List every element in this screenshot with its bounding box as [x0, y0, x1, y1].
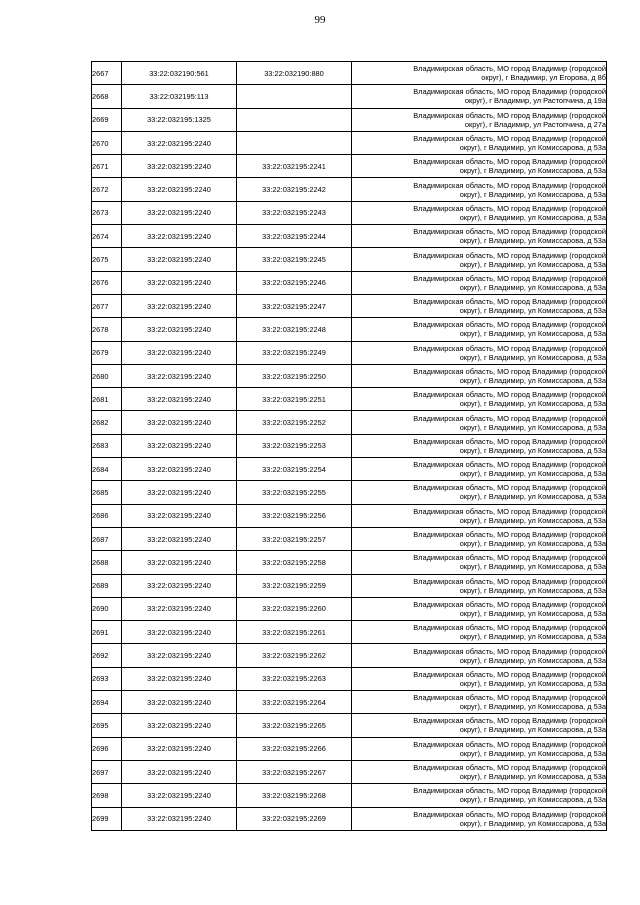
parent-cadastral-number-cell: 33:22:032195:2240	[122, 527, 237, 550]
page-number: 99	[314, 14, 326, 26]
address-cell	[352, 434, 607, 457]
parent-cadastral-number-cell: 33:22:032195:2240	[122, 411, 237, 434]
address-line-1: Владимирская область, МО город Владимир (городской	[413, 390, 606, 400]
row-number-cell: 2682	[92, 411, 122, 434]
row-number-cell: 2678	[92, 318, 122, 341]
cadastral-number-cell: 33:22:032195:2269	[237, 807, 352, 830]
address-line-1: Владимирская область, МО город Владимир (городской	[413, 250, 606, 260]
address-line-2: округ), г Владимир, ул Комиссарова, д 53а	[459, 352, 606, 362]
parent-cadastral-number-cell: 33:22:032195:2240	[122, 481, 237, 504]
address-line-1: Владимирская область, МО город Владимир (городской	[413, 64, 606, 74]
row-number-cell: 2674	[92, 225, 122, 248]
row-number-cell: 2692	[92, 644, 122, 667]
address-line-1: Владимирская область, МО город Владимир (городской	[413, 786, 606, 796]
row-number-cell: 2677	[92, 294, 122, 317]
parent-cadastral-number-cell: 33:22:032195:2240	[122, 294, 237, 317]
table-row	[92, 760, 607, 783]
cadastral-number-cell: 33:22:032195:2268	[237, 784, 352, 807]
parent-cadastral-number-cell: 33:22:032195:2240	[122, 364, 237, 387]
parent-cadastral-number-cell: 33:22:032195:2240	[122, 737, 237, 760]
row-number-cell: 2693	[92, 667, 122, 690]
table-row	[92, 714, 607, 737]
address-cell	[352, 551, 607, 574]
address-line-2: округ), г Владимир, ул Комиссарова, д 53а	[459, 259, 606, 269]
row-number-cell: 2672	[92, 178, 122, 201]
address-line-1: Владимирская область, МО город Владимир (городской	[413, 87, 606, 97]
table-row	[92, 225, 607, 248]
address-line-1: Владимирская область, МО город Владимир (городской	[413, 669, 606, 679]
address-cell	[352, 597, 607, 620]
row-number-cell: 2681	[92, 388, 122, 411]
cadastral-number-cell: 33:22:032195:2265	[237, 714, 352, 737]
table-row	[92, 504, 607, 527]
cadastral-number-cell: 33:22:032195:2252	[237, 411, 352, 434]
table-row	[92, 294, 607, 317]
row-number-cell: 2667	[92, 62, 122, 85]
cadastral-number-cell: 33:22:032195:2249	[237, 341, 352, 364]
address-line-2: округ), г Владимир, ул Комиссарова, д 53а	[459, 772, 606, 782]
table-row	[92, 388, 607, 411]
parent-cadastral-number-cell: 33:22:032195:2240	[122, 691, 237, 714]
cadastral-number-cell: 33:22:032195:2248	[237, 318, 352, 341]
address-cell	[352, 807, 607, 830]
address-cell	[352, 411, 607, 434]
address-cell	[352, 178, 607, 201]
row-number-cell: 2689	[92, 574, 122, 597]
table-row	[92, 131, 607, 154]
address-cell	[352, 248, 607, 271]
row-number-cell: 2691	[92, 621, 122, 644]
parent-cadastral-number-cell: 33:22:032195:2240	[122, 271, 237, 294]
table-row	[92, 155, 607, 178]
parent-cadastral-number-cell: 33:22:032195:2240	[122, 388, 237, 411]
address-cell	[352, 271, 607, 294]
cadastral-number-cell: 33:22:032195:2250	[237, 364, 352, 387]
cadastral-number-cell: 33:22:032195:2266	[237, 737, 352, 760]
address-cell	[352, 318, 607, 341]
cadastral-number-cell: 33:22:032195:2256	[237, 504, 352, 527]
table-row	[92, 621, 607, 644]
cadastral-number-cell	[237, 85, 352, 108]
address-line-1: Владимирская область, МО город Владимир (городской	[413, 134, 606, 144]
row-number-cell: 2669	[92, 108, 122, 131]
address-line-2: округ), г Владимир, ул Комиссарова, д 53а	[459, 236, 606, 246]
parent-cadastral-number-cell: 33:22:032195:2240	[122, 131, 237, 154]
address-line-2: округ), г Владимир, ул Комиссарова, д 53а	[459, 306, 606, 316]
address-cell	[352, 85, 607, 108]
address-cell	[352, 760, 607, 783]
address-line-1: Владимирская область, МО город Владимир (городской	[413, 297, 606, 307]
row-number-cell: 2680	[92, 364, 122, 387]
address-line-2: округ), г Владимир, ул Комиссарова, д 53а	[459, 282, 606, 292]
row-number-cell: 2687	[92, 527, 122, 550]
cadastral-number-cell: 33:22:032195:2264	[237, 691, 352, 714]
parent-cadastral-number-cell: 33:22:032195:1325	[122, 108, 237, 131]
address-cell	[352, 155, 607, 178]
address-cell	[352, 341, 607, 364]
address-line-2: округ), г Владимир, ул Комиссарова, д 53а	[459, 748, 606, 758]
address-cell	[352, 504, 607, 527]
address-cell	[352, 621, 607, 644]
address-line-1: Владимирская область, МО город Владимир (городской	[413, 320, 606, 330]
address-cell	[352, 527, 607, 550]
row-number-cell: 2685	[92, 481, 122, 504]
address-line-1: Владимирская область, МО город Владимир (городской	[413, 460, 606, 470]
register-body	[92, 62, 607, 831]
address-line-2: округ), г Владимир, ул Егорова, д 8б	[481, 73, 606, 83]
table-row	[92, 737, 607, 760]
parent-cadastral-number-cell: 33:22:032195:2240	[122, 807, 237, 830]
table-row	[92, 411, 607, 434]
address-line-2: округ), г Владимир, ул Комиссарова, д 53а	[459, 469, 606, 479]
cadastral-number-cell: 33:22:032195:2254	[237, 458, 352, 481]
table-row	[92, 318, 607, 341]
address-line-2: округ), г Владимир, ул Комиссарова, д 53а	[459, 399, 606, 409]
address-line-1: Владимирская область, МО город Владимир (городской	[413, 739, 606, 749]
row-number-cell: 2688	[92, 551, 122, 574]
address-line-2: округ), г Владимир, ул Растопчина, д 27а	[464, 119, 606, 129]
row-number-cell: 2675	[92, 248, 122, 271]
address-line-2: округ), г Владимир, ул Комиссарова, д 53а	[459, 143, 606, 153]
table-row	[92, 201, 607, 224]
parent-cadastral-number-cell: 33:22:032195:2240	[122, 597, 237, 620]
address-line-2: округ), г Владимир, ул Комиссарова, д 53а	[459, 422, 606, 432]
address-line-1: Владимирская область, МО город Владимир (городской	[413, 530, 606, 540]
row-number-cell: 2690	[92, 597, 122, 620]
parent-cadastral-number-cell: 33:22:032195:2240	[122, 318, 237, 341]
address-line-2: округ), г Владимир, ул Комиссарова, д 53а	[459, 329, 606, 339]
address-line-2: округ), г Владимир, ул Комиссарова, д 53а	[459, 725, 606, 735]
address-line-2: округ), г Владимир, ул Комиссарова, д 53а	[459, 795, 606, 805]
table-row	[92, 341, 607, 364]
table-row	[92, 691, 607, 714]
address-line-1: Владимирская область, МО город Владимир (городской	[413, 693, 606, 703]
address-line-1: Владимирская область, МО город Владимир (городской	[413, 763, 606, 773]
row-number-cell: 2671	[92, 155, 122, 178]
address-line-2: округ), г Владимир, ул Комиссарова, д 53а	[459, 678, 606, 688]
parent-cadastral-number-cell: 33:22:032195:2240	[122, 201, 237, 224]
address-line-2: округ), г Владимир, ул Растопчина, д 19а	[464, 96, 606, 106]
address-cell	[352, 201, 607, 224]
address-line-1: Владимирская область, МО город Владимир (городской	[413, 227, 606, 237]
address-line-2: округ), г Владимир, ул Комиссарова, д 53а	[459, 562, 606, 572]
address-cell	[352, 388, 607, 411]
address-line-2: округ), г Владимир, ул Комиссарова, д 53а	[459, 515, 606, 525]
parent-cadastral-number-cell: 33:22:032195:2240	[122, 341, 237, 364]
address-line-1: Владимирская область, МО город Владимир (городской	[413, 343, 606, 353]
address-line-2: округ), г Владимир, ул Комиссарова, д 53а	[459, 189, 606, 199]
address-line-2: округ), г Владимир, ул Комиссарова, д 53а	[459, 632, 606, 642]
address-line-1: Владимирская область, МО город Владимир (городской	[413, 203, 606, 213]
address-line-2: округ), г Владимир, ул Комиссарова, д 53а	[459, 655, 606, 665]
address-cell	[352, 458, 607, 481]
cadastral-number-cell: 33:22:032195:2241	[237, 155, 352, 178]
address-line-1: Владимирская область, МО город Владимир (городской	[413, 367, 606, 376]
cadastral-number-cell: 33:22:032195:2247	[237, 294, 352, 317]
cadastral-number-cell: 33:22:032195:2244	[237, 225, 352, 248]
parent-cadastral-number-cell: 33:22:032195:2240	[122, 551, 237, 574]
cadastral-number-cell: 33:22:032195:2246	[237, 271, 352, 294]
parent-cadastral-number-cell: 33:22:032195:2240	[122, 225, 237, 248]
cadastral-number-cell: 33:22:032195:2262	[237, 644, 352, 667]
row-number-cell: 2695	[92, 714, 122, 737]
table-row	[92, 527, 607, 550]
table-row	[92, 481, 607, 504]
cadastral-number-cell: 33:22:032195:2257	[237, 527, 352, 550]
row-number-cell: 2699	[92, 807, 122, 830]
row-number-cell: 2676	[92, 271, 122, 294]
address-line-2: округ), г Владимир, ул Комиссарова, д 53а	[459, 702, 606, 712]
row-number-cell: 2697	[92, 760, 122, 783]
address-line-2: округ), г Владимир, ул Комиссарова, д 53а	[459, 492, 606, 502]
address-cell	[352, 225, 607, 248]
table-row	[92, 551, 607, 574]
parent-cadastral-number-cell: 33:22:032195:2240	[122, 248, 237, 271]
cadastral-number-cell	[237, 131, 352, 154]
table-row	[92, 364, 607, 387]
address-cell	[352, 691, 607, 714]
row-number-cell: 2698	[92, 784, 122, 807]
row-number-cell: 2694	[92, 691, 122, 714]
table-row	[92, 271, 607, 294]
row-number-cell: 2684	[92, 458, 122, 481]
table-row	[92, 108, 607, 131]
address-cell	[352, 108, 607, 131]
table-row	[92, 248, 607, 271]
address-line-1: Владимирская область, МО город Владимир (городской	[413, 180, 606, 190]
address-line-2: округ), г Владимир, ул Комиссарова, д 53а	[459, 818, 606, 828]
cadastral-number-cell: 33:22:032195:2259	[237, 574, 352, 597]
parent-cadastral-number-cell: 33:22:032195:2240	[122, 714, 237, 737]
cadastral-number-cell: 33:22:032195:2243	[237, 201, 352, 224]
address-line-2: округ), г Владимир, ул Комиссарова, д 53а	[459, 166, 606, 176]
address-cell	[352, 481, 607, 504]
address-line-1: Владимирская область, МО город Владимир (городской	[413, 413, 606, 423]
parent-cadastral-number-cell: 33:22:032190:561	[122, 62, 237, 85]
parent-cadastral-number-cell: 33:22:032195:2240	[122, 644, 237, 667]
table-row	[92, 178, 607, 201]
address-line-2: округ), г Владимир, ул Комиссарова, д 53а	[459, 445, 606, 455]
address-line-1: Владимирская область, МО город Владимир (городской	[413, 436, 606, 446]
address-line-2: округ), г Владимир, ул Комиссарова, д 53а	[459, 608, 606, 618]
address-line-1: Владимирская область, МО город Владимир (городской	[413, 623, 606, 633]
cadastral-number-cell: 33:22:032195:2251	[237, 388, 352, 411]
parent-cadastral-number-cell: 33:22:032195:2240	[122, 155, 237, 178]
table-row	[92, 667, 607, 690]
address-line-1: Владимирская область, МО город Владимир (городской	[413, 273, 606, 283]
address-cell	[352, 667, 607, 690]
address-cell	[352, 714, 607, 737]
row-number-cell: 2673	[92, 201, 122, 224]
address-line-1: Владимирская область, МО город Владимир (городской	[413, 110, 606, 120]
row-number-cell: 2686	[92, 504, 122, 527]
cadastral-number-cell: 33:22:032195:2267	[237, 760, 352, 783]
cadastral-number-cell: 33:22:032195:2260	[237, 597, 352, 620]
parent-cadastral-number-cell: 33:22:032195:2240	[122, 504, 237, 527]
cadastral-number-cell: 33:22:032190:880	[237, 62, 352, 85]
cadastral-number-cell: 33:22:032195:2253	[237, 434, 352, 457]
table-row	[92, 574, 607, 597]
address-cell	[352, 784, 607, 807]
row-number-cell: 2683	[92, 434, 122, 457]
table-row	[92, 644, 607, 667]
cadastral-number-cell: 33:22:032195:2245	[237, 248, 352, 271]
address-cell	[352, 574, 607, 597]
parent-cadastral-number-cell: 33:22:032195:2240	[122, 458, 237, 481]
address-line-1: Владимирская область, МО город Владимир (городской	[413, 809, 606, 819]
address-cell	[352, 737, 607, 760]
parent-cadastral-number-cell: 33:22:032195:2240	[122, 434, 237, 457]
address-cell	[352, 131, 607, 154]
property-register-table	[91, 61, 607, 831]
parent-cadastral-number-cell: 33:22:032195:113	[122, 85, 237, 108]
address-line-1: Владимирская область, МО город Владимир (городской	[413, 157, 606, 167]
cadastral-number-cell: 33:22:032195:2242	[237, 178, 352, 201]
table-row	[92, 807, 607, 830]
parent-cadastral-number-cell: 33:22:032195:2240	[122, 621, 237, 644]
address-line-1: Владимирская область, МО город Владимир (городской	[413, 553, 606, 563]
table-row	[92, 434, 607, 457]
table-row	[92, 458, 607, 481]
cadastral-number-cell: 33:22:032195:2255	[237, 481, 352, 504]
address-line-1: Владимирская область, МО город Владимир (городской	[413, 483, 606, 493]
row-number-cell: 2679	[92, 341, 122, 364]
address-cell	[352, 364, 607, 387]
address-cell	[352, 62, 607, 85]
address-line-1: Владимирская область, МО город Владимир (городской	[413, 506, 606, 516]
address-line-2: округ), г Владимир, ул Комиссарова, д 53а	[459, 539, 606, 549]
table-row	[92, 597, 607, 620]
address-cell	[352, 644, 607, 667]
cadastral-number-cell: 33:22:032195:2261	[237, 621, 352, 644]
parent-cadastral-number-cell: 33:22:032195:2240	[122, 178, 237, 201]
address-line-1: Владимирская область, МО город Владимир (городской	[413, 599, 606, 609]
cadastral-number-cell: 33:22:032195:2263	[237, 667, 352, 690]
table-row	[92, 85, 607, 108]
cadastral-number-cell	[237, 108, 352, 131]
address-line-1: Владимирская область, МО город Владимир (городской	[413, 576, 606, 586]
parent-cadastral-number-cell: 33:22:032195:2240	[122, 667, 237, 690]
row-number-cell: 2670	[92, 131, 122, 154]
address-cell	[352, 294, 607, 317]
address-line-2: округ), г Владимир, ул Комиссарова, д 53а	[459, 212, 606, 222]
row-number-cell: 2696	[92, 737, 122, 760]
parent-cadastral-number-cell: 33:22:032195:2240	[122, 784, 237, 807]
parent-cadastral-number-cell: 33:22:032195:2240	[122, 574, 237, 597]
address-line-2: округ), г Владимир, ул Комиссарова, д 53а	[459, 585, 606, 595]
address-line-2: округ), г Владимир, ул Комиссарова, д 53а	[459, 376, 606, 385]
address-line-1: Владимирская область, МО город Владимир (городской	[413, 646, 606, 656]
table-row	[92, 784, 607, 807]
parent-cadastral-number-cell: 33:22:032195:2240	[122, 760, 237, 783]
row-number-cell: 2668	[92, 85, 122, 108]
table-row	[92, 62, 607, 85]
cadastral-number-cell: 33:22:032195:2258	[237, 551, 352, 574]
address-line-1: Владимирская область, МО город Владимир (городской	[413, 716, 606, 726]
